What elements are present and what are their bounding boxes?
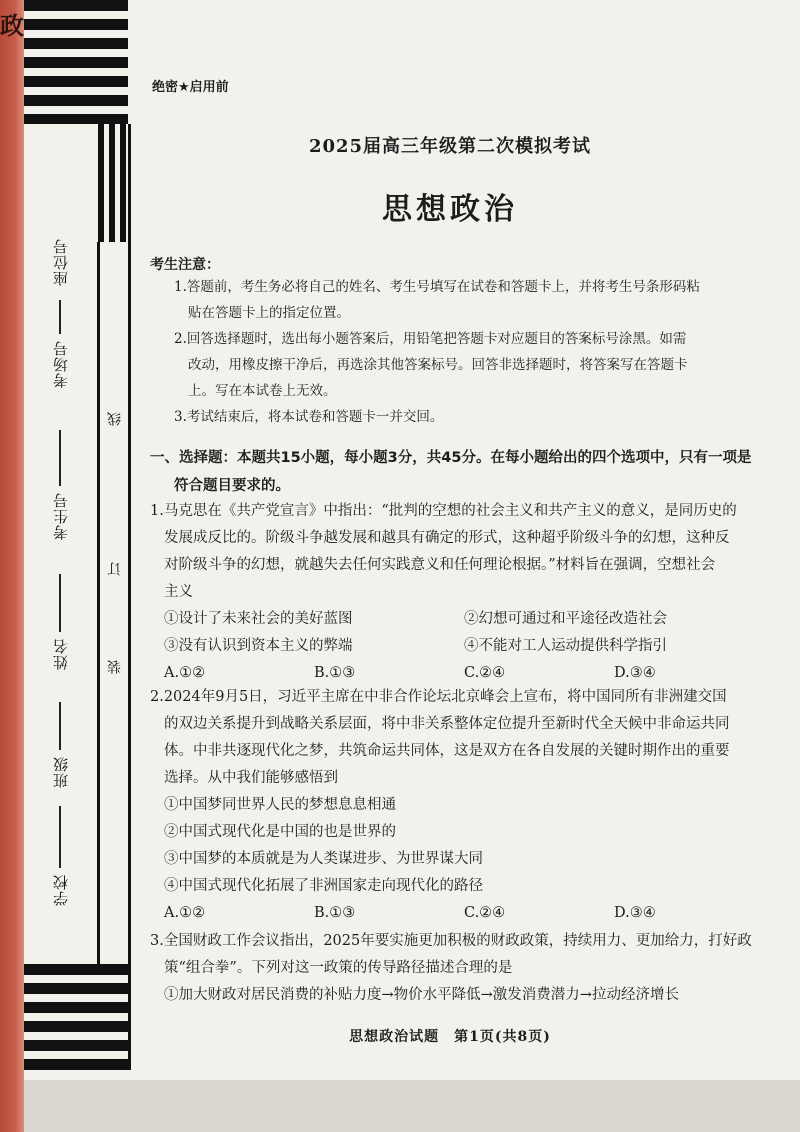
field-label: 考生号 [51, 492, 70, 540]
field-seat-number [50, 180, 70, 286]
statement-row [150, 606, 764, 633]
binding-stripes-vertical [98, 124, 128, 242]
notice-line: 上。写在本试卷上无效。 [188, 383, 337, 399]
fill-line [59, 806, 61, 868]
statement: ③没有认识到资本主义的弊端 [164, 638, 353, 654]
statement: ①中国梦同世界人民的梦想息息相通 [164, 797, 396, 813]
question-stem-line: 1.马克思在《共产党宣言》中指出：“批判的空想的社会主义和共产主义的意义，是同历史的 [150, 503, 737, 519]
choice-d: D.③④ [614, 905, 656, 921]
field-name [50, 574, 70, 670]
statement: ④不能对工人运动提供科学指引 [464, 638, 667, 654]
binding-mark-line: 线 [107, 412, 123, 426]
binding-line [97, 242, 100, 964]
spine-character: 政 [0, 11, 24, 40]
fill-line [59, 430, 61, 486]
question-stem-line: 策“组合拳”。下列对这一政策的传导路径描述合理的是 [164, 960, 513, 976]
field-school [50, 806, 70, 906]
binding-stripes-bottom [24, 964, 128, 1074]
notice-line: 贴在答题卡上的指定位置。 [188, 305, 350, 321]
choice-c: C.②④ [464, 665, 506, 681]
question-stem-line: 2.2024年9月5日，习近平主席在中非合作论坛北京峰会上宣布，将中国同所有非洲建交国 [150, 689, 727, 705]
field-student-number [50, 430, 70, 540]
field-label: 班级 [51, 756, 70, 788]
notice-list [174, 274, 764, 430]
statement: ①加大财政对居民消费的补贴力度→物价水平降低→激发消费潜力→拉动经济增长 [164, 987, 679, 1003]
notice-heading: 考生注意： [150, 257, 220, 273]
choice-a: A.①② [164, 905, 206, 921]
field-exam-room [50, 300, 70, 388]
question-stem-line: 3.全国财政工作会议指出，2025年要实施更加积极的财政政策，持续用力、更加给力，打好政 [150, 933, 752, 949]
notice-line: 1.答题前，考生务必将自己的姓名、考生号填写在试卷和答题卡上，并将考生号条形码粘 [174, 279, 700, 295]
confidential-label: 绝密★启用前 [152, 80, 229, 95]
field-class [50, 702, 70, 788]
book-spine-edge [0, 0, 24, 1132]
page-footer: 思想政治试题 第1页(共8页) [349, 1029, 551, 1045]
field-label: 姓名 [51, 638, 70, 670]
statement-row [150, 633, 764, 660]
statement: ②幻想可通过和平途径改造社会 [464, 611, 667, 627]
field-label: 学校 [51, 874, 70, 906]
choice-b: B.①③ [314, 665, 356, 681]
section-heading [150, 444, 770, 500]
notice-line: 3.考试结束后，将本试卷和答题卡一并交回。 [174, 409, 444, 425]
statement: ③中国梦的本质就是为人类谋进步、为世界谋大同 [164, 851, 483, 867]
statement: ①设计了未来社会的美好蓝图 [164, 611, 353, 627]
question-stem-line: 主义 [164, 584, 193, 600]
question-stem-line: 对阶级斗争的幻想，就越失去任何实践意义和任何理论根据。”材料旨在强调，空想社会 [164, 557, 716, 573]
fill-line [59, 300, 61, 334]
question-1 [150, 498, 764, 687]
question-3 [150, 928, 764, 1009]
question-stem-line: 选择。从中我们能够感悟到 [164, 770, 338, 786]
section-heading-line: 一、选择题：本题共15小题，每小题3分，共45分。在每小题给出的四个选项中，只有一项是 [150, 450, 752, 466]
binding-mark-bind: 装 [107, 660, 123, 674]
margin-border-line [128, 124, 131, 1070]
choice-d: D.③④ [614, 665, 656, 681]
choice-b: B.①③ [314, 905, 356, 921]
notice-line: 2.回答选择题时，选出每小题答案后，用铅笔把答题卡对应题目的答案标号涂黑。如需 [174, 331, 687, 347]
section-heading-line: 符合题目要求的。 [174, 478, 290, 494]
fill-line [59, 702, 61, 750]
subject-title: 思想政治 [382, 192, 518, 227]
choice-a: A.①② [164, 665, 206, 681]
question-stem-line: 体。中非共逐现代化之梦，共筑命运共同体，这是双方在各自发展的关键时期作出的重要 [164, 743, 730, 759]
binding-mark-staple: 订 [107, 562, 123, 576]
choice-row [150, 660, 764, 687]
binding-stripes-top [24, 0, 128, 124]
statement: ②中国式现代化是中国的也是世界的 [164, 824, 396, 840]
field-label: 座位号 [51, 238, 70, 286]
choice-c: C.②④ [464, 905, 506, 921]
question-stem-line: 发展成反比的。阶级斗争越发展和越具有确定的形式，这种超乎阶级斗争的幻想，这种反 [164, 530, 730, 546]
choice-row [150, 900, 764, 927]
exam-title: 2025届高三年级第二次模拟考试 [308, 136, 592, 157]
statement: ④中国式现代化拓展了非洲国家走向现代化的路径 [164, 878, 483, 894]
notice-line: 改动，用橡皮擦干净后，再选涂其他答案标号。回答非选择题时，将答案写在答题卡 [188, 357, 688, 373]
question-stem-line: 的双边关系提升到战略关系层面，将中非关系整体定位提升至新时代全天候中非命运共同 [164, 716, 730, 732]
question-2 [150, 684, 764, 927]
fill-line [59, 574, 61, 632]
field-label: 考场号 [51, 340, 70, 388]
paper-shadow [24, 1080, 800, 1132]
